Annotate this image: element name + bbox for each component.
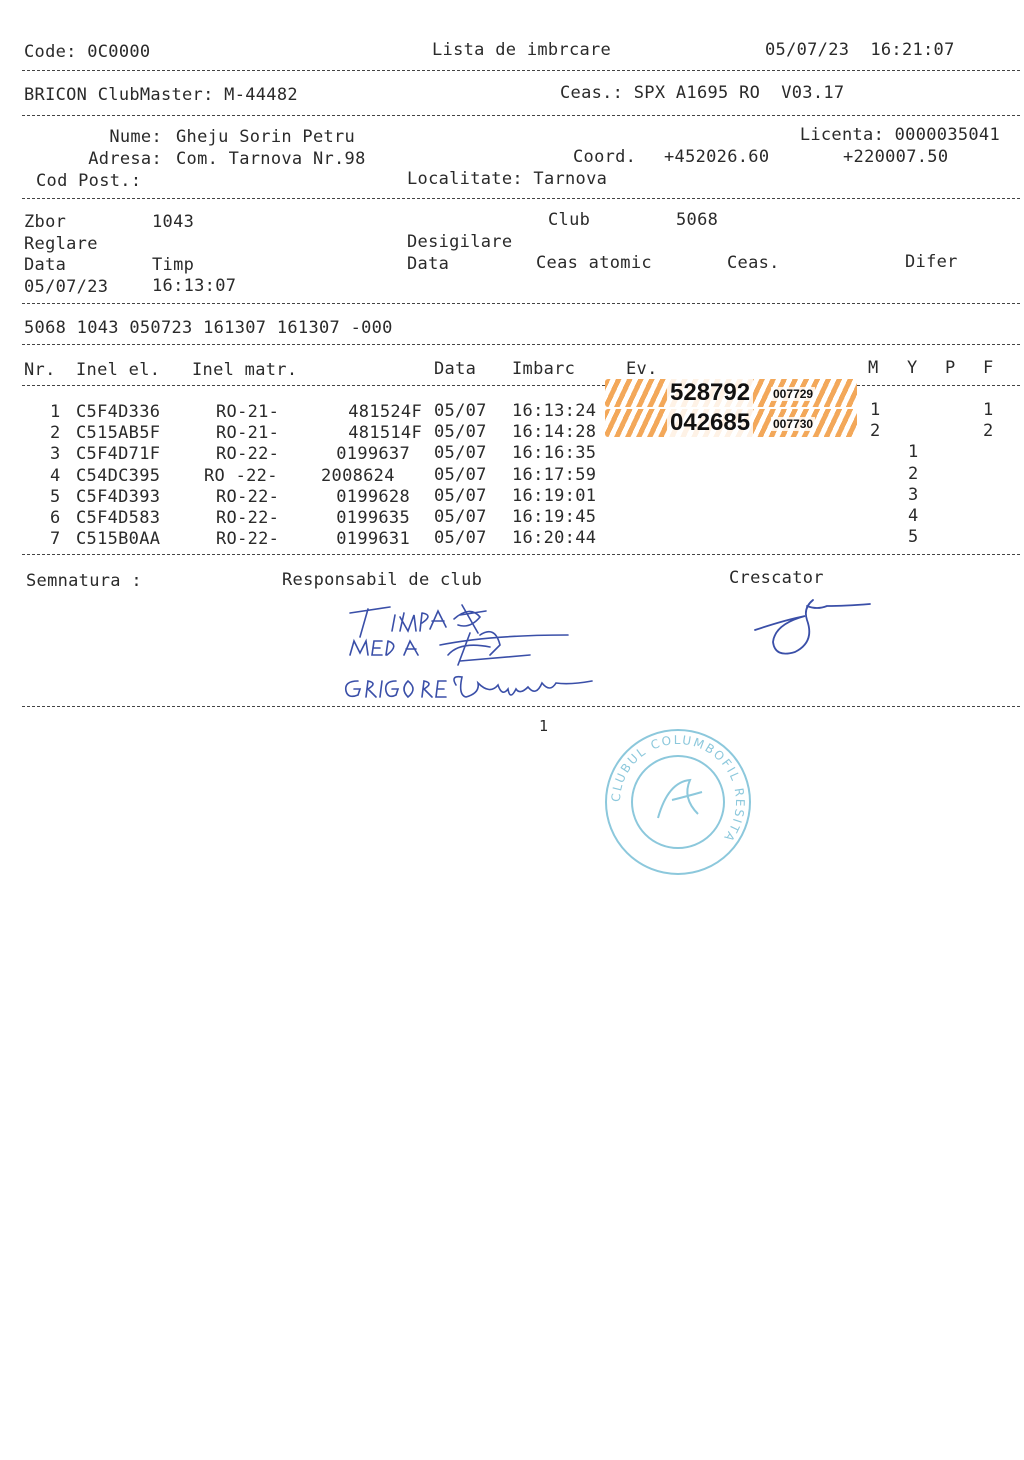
coord-label: Coord. <box>573 147 637 167</box>
desigilare-label: Desigilare <box>407 232 513 252</box>
row-inel-el: C515B0AA <box>76 529 161 549</box>
ceas-atomic-label: Ceas atomic <box>536 253 652 273</box>
row-inel-matr-number: 0199628 <box>336 487 410 507</box>
row-inel-matr-prefix: RO-21- <box>216 423 280 443</box>
divider <box>22 385 1020 386</box>
row-y: 4 <box>908 506 919 526</box>
sticker-number: 042685 <box>667 409 753 437</box>
row-nr: 4 <box>50 466 61 486</box>
row-time: 16:16:35 <box>512 443 597 463</box>
col-inel-el: Inel el. <box>76 360 161 380</box>
row-y: 2 <box>908 464 919 484</box>
flight-code-line: 5068 1043 050723 161307 161307 -000 <box>24 318 393 338</box>
row-inel-el: C54DC395 <box>76 466 161 486</box>
divider <box>22 70 1020 71</box>
row-time: 16:20:44 <box>512 528 597 548</box>
sticker-serial: 007730 <box>773 417 814 431</box>
divider <box>22 115 1020 116</box>
row-nr: 1 <box>50 402 61 422</box>
name-label: Nume: <box>109 127 162 147</box>
desigilare-data-label: Data <box>407 254 450 274</box>
row-time: 16:17:59 <box>512 465 597 485</box>
ring-sticker <box>605 379 857 407</box>
row-nr: 6 <box>50 508 61 528</box>
divider <box>22 198 1020 199</box>
zbor-label: Zbor <box>24 212 67 232</box>
row-inel-el: C5F4D393 <box>76 487 161 507</box>
coord-longitude: +220007.50 <box>843 147 949 167</box>
divider <box>22 344 1020 345</box>
col-imbarc: Imbarc <box>512 359 576 379</box>
club-label: Club <box>548 210 591 230</box>
row-date: 05/07 <box>434 528 487 548</box>
data-label: Data <box>24 255 67 275</box>
handwritten-signatures <box>330 585 620 715</box>
col-data: Data <box>434 359 477 379</box>
row-nr: 5 <box>50 487 61 507</box>
row-inel-matr-prefix: RO-22- <box>216 487 280 507</box>
club-responsible-label: Responsabil de club <box>282 570 483 590</box>
row-y: 3 <box>908 485 919 505</box>
address-label: Adresa: <box>88 149 162 169</box>
row-time: 16:19:45 <box>512 507 597 527</box>
row-inel-matr-prefix: RO -22- <box>204 466 278 486</box>
row-nr: 3 <box>50 444 61 464</box>
row-inel-el: C5F4D583 <box>76 508 161 528</box>
reglare-time: 16:13:07 <box>152 276 237 296</box>
row-inel-matr-prefix: RO-21- <box>216 402 280 422</box>
timp-label: Timp <box>152 255 195 275</box>
col-inel-matr: Inel matr. <box>192 360 298 380</box>
difer-label: Difer <box>905 252 958 272</box>
row-f: 2 <box>983 421 994 441</box>
club-stamp <box>598 722 758 882</box>
row-f: 1 <box>983 400 994 420</box>
row-date: 05/07 <box>434 401 487 421</box>
license-number: Licenta: 0000035041 <box>799 125 1000 145</box>
print-datetime: 05/07/23 16:21:07 <box>765 40 955 60</box>
breeder-signature <box>745 590 885 670</box>
row-inel-matr-number: 2008624 <box>321 466 395 486</box>
row-nr: 2 <box>50 423 61 443</box>
row-inel-el: C5F4D71F <box>76 444 161 464</box>
reglare-label: Reglare <box>24 234 98 254</box>
row-inel-el: C5F4D336 <box>76 402 161 422</box>
row-inel-matr-number: 0199635 <box>336 508 410 528</box>
row-inel-matr-prefix: RO-22- <box>216 529 280 549</box>
row-date: 05/07 <box>434 422 487 442</box>
coord-latitude: +452026.60 <box>664 147 770 167</box>
col-m: M <box>868 358 879 378</box>
document-code: Code: 0C0000 <box>24 42 151 62</box>
row-inel-matr-number: 0199631 <box>336 529 410 549</box>
row-date: 05/07 <box>434 465 487 485</box>
divider <box>22 706 1020 707</box>
clubmaster-id: BRICON ClubMaster: M-44482 <box>24 85 298 105</box>
row-inel-matr-prefix: RO-22- <box>216 444 280 464</box>
col-ev: Ev. <box>626 359 658 379</box>
ceas-label: Ceas. <box>727 253 780 273</box>
col-f: F <box>983 358 994 378</box>
signature-label: Semnatura : <box>26 571 142 591</box>
row-date: 05/07 <box>434 443 487 463</box>
reglare-date: 05/07/23 <box>24 277 109 297</box>
row-time: 16:19:01 <box>512 486 597 506</box>
stamp-text: CLUBUL COLUMBOFIL RESITA <box>608 732 748 846</box>
divider <box>22 554 1020 555</box>
row-date: 05/07 <box>434 507 487 527</box>
row-date: 05/07 <box>434 486 487 506</box>
row-inel-matr-number: 481514F <box>348 423 422 443</box>
breeder-label: Crescator <box>729 568 824 588</box>
col-y: Y <box>907 358 918 378</box>
divider <box>22 303 1020 304</box>
club-number: 5068 <box>676 210 719 230</box>
document-title: Lista de imbrcare <box>432 40 612 60</box>
row-inel-matr-number: 0199637 <box>336 444 410 464</box>
row-time: 16:14:28 <box>512 422 597 442</box>
postcode-label: Cod Post.: <box>36 171 142 191</box>
owner-name: Gheju Sorin Petru <box>176 127 356 147</box>
row-y: 5 <box>908 527 919 547</box>
sticker-serial: 007729 <box>773 387 814 401</box>
row-inel-el: C515AB5F <box>76 423 161 443</box>
row-m: 1 <box>870 400 881 420</box>
page-number: 1 <box>539 717 549 735</box>
ring-sticker <box>605 409 857 437</box>
col-p: P <box>945 358 956 378</box>
zbor-number: 1043 <box>152 212 195 232</box>
row-nr: 7 <box>50 529 61 549</box>
sticker-number: 528792 <box>667 379 753 407</box>
owner-address: Com. Tarnova Nr.98 <box>176 149 366 169</box>
row-inel-matr-prefix: RO-22- <box>216 508 280 528</box>
row-m: 2 <box>870 421 881 441</box>
clock-id: Ceas.: SPX A1695 RO V03.17 <box>560 83 845 103</box>
row-time: 16:13:24 <box>512 401 597 421</box>
locality: Localitate: Tarnova <box>407 169 608 189</box>
row-y: 1 <box>908 442 919 462</box>
row-inel-matr-number: 481524F <box>348 402 422 422</box>
col-nr: Nr. <box>24 360 56 380</box>
